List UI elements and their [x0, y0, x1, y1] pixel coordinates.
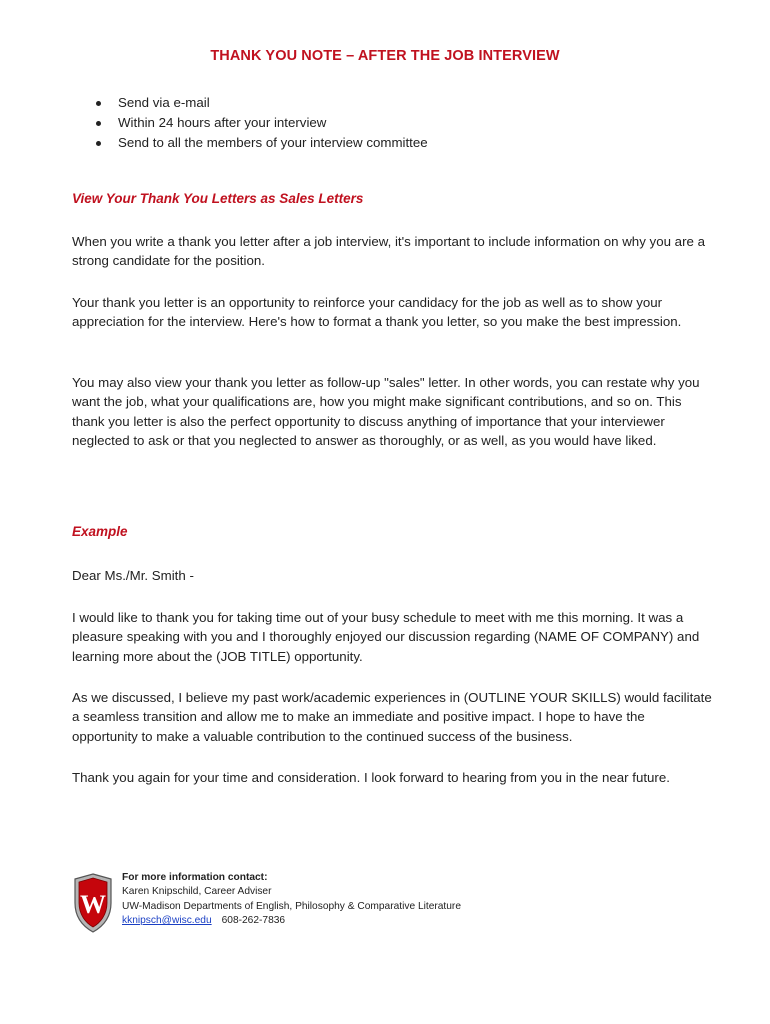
contact-block [122, 871, 461, 929]
footer [72, 867, 532, 937]
contact-department: UW-Madison Departments of English, Philosophy & Comparative Literature [122, 900, 461, 912]
example-heading: Example [72, 524, 128, 539]
bullet-icon [96, 121, 101, 126]
paragraph: You may also view your thank you letter as follow-up "sales" letter. In other words, you can restate why you want the job, what your qualifications are, how you might make significant contributions, and so on. This thank you letter is also the perfect opportunity to discuss anything of importance that your interviewer neglected to ask or that you neglected to answer as thoroughly, or as well, as you would have liked. [72, 375, 700, 448]
bullet-icon [96, 101, 101, 106]
email-link[interactable]: kknipsch@wisc.edu [122, 915, 212, 927]
paragraph: Your thank you letter is an opportunity to reinforce your candidacy for the job as well as to show your appreciation for the interview. Here's how to format a thank you letter, so you make the best impression. [72, 295, 682, 330]
letter-paragraph: As we discussed, I believe my past work/academic experiences in (OUTLINE YOUR SKILLS) would facilitate a seamless transition and allow me to make an immediate and positive impact. I hope to have the opportunity to make a valuable contribution to the continued success of the business. [72, 690, 712, 744]
letter-paragraph: I would like to thank you for taking time out of your busy schedule to meet with me this morning. It was a pleasure speaking with you and I thoroughly enjoyed our discussion regarding (NAME OF COMPANY) and learning more about the (JOB TITLE) opportunity. [72, 610, 700, 664]
bullet-icon [96, 141, 101, 146]
crest-letter: W [80, 890, 106, 919]
paragraph: When you write a thank you letter after a job interview, it's important to include information on why you are a strong candidate for the position. [72, 234, 705, 269]
phone-number: 608-262-7836 [221, 915, 286, 927]
list-item: Send to all the members of your interview committee [92, 133, 428, 153]
contact-label: For more information contact: [122, 872, 268, 883]
document-title: THANK YOU NOTE – AFTER THE JOB INTERVIEW [210, 48, 560, 64]
list-item: Within 24 hours after your interview [92, 113, 428, 133]
salutation: Dear Ms./Mr. Smith - [72, 568, 194, 583]
letter-paragraph: Thank you again for your time and consideration. I look forward to hearing from you in the near future. [72, 770, 670, 785]
uw-crest-icon [72, 873, 114, 933]
contact-name: Karen Knipschild, Career Adviser [122, 886, 272, 898]
section-heading: View Your Thank You Letters as Sales Letters [72, 191, 364, 206]
tips-list [92, 93, 428, 153]
list-item: Send via e-mail [92, 93, 428, 113]
contact-line [122, 914, 461, 928]
